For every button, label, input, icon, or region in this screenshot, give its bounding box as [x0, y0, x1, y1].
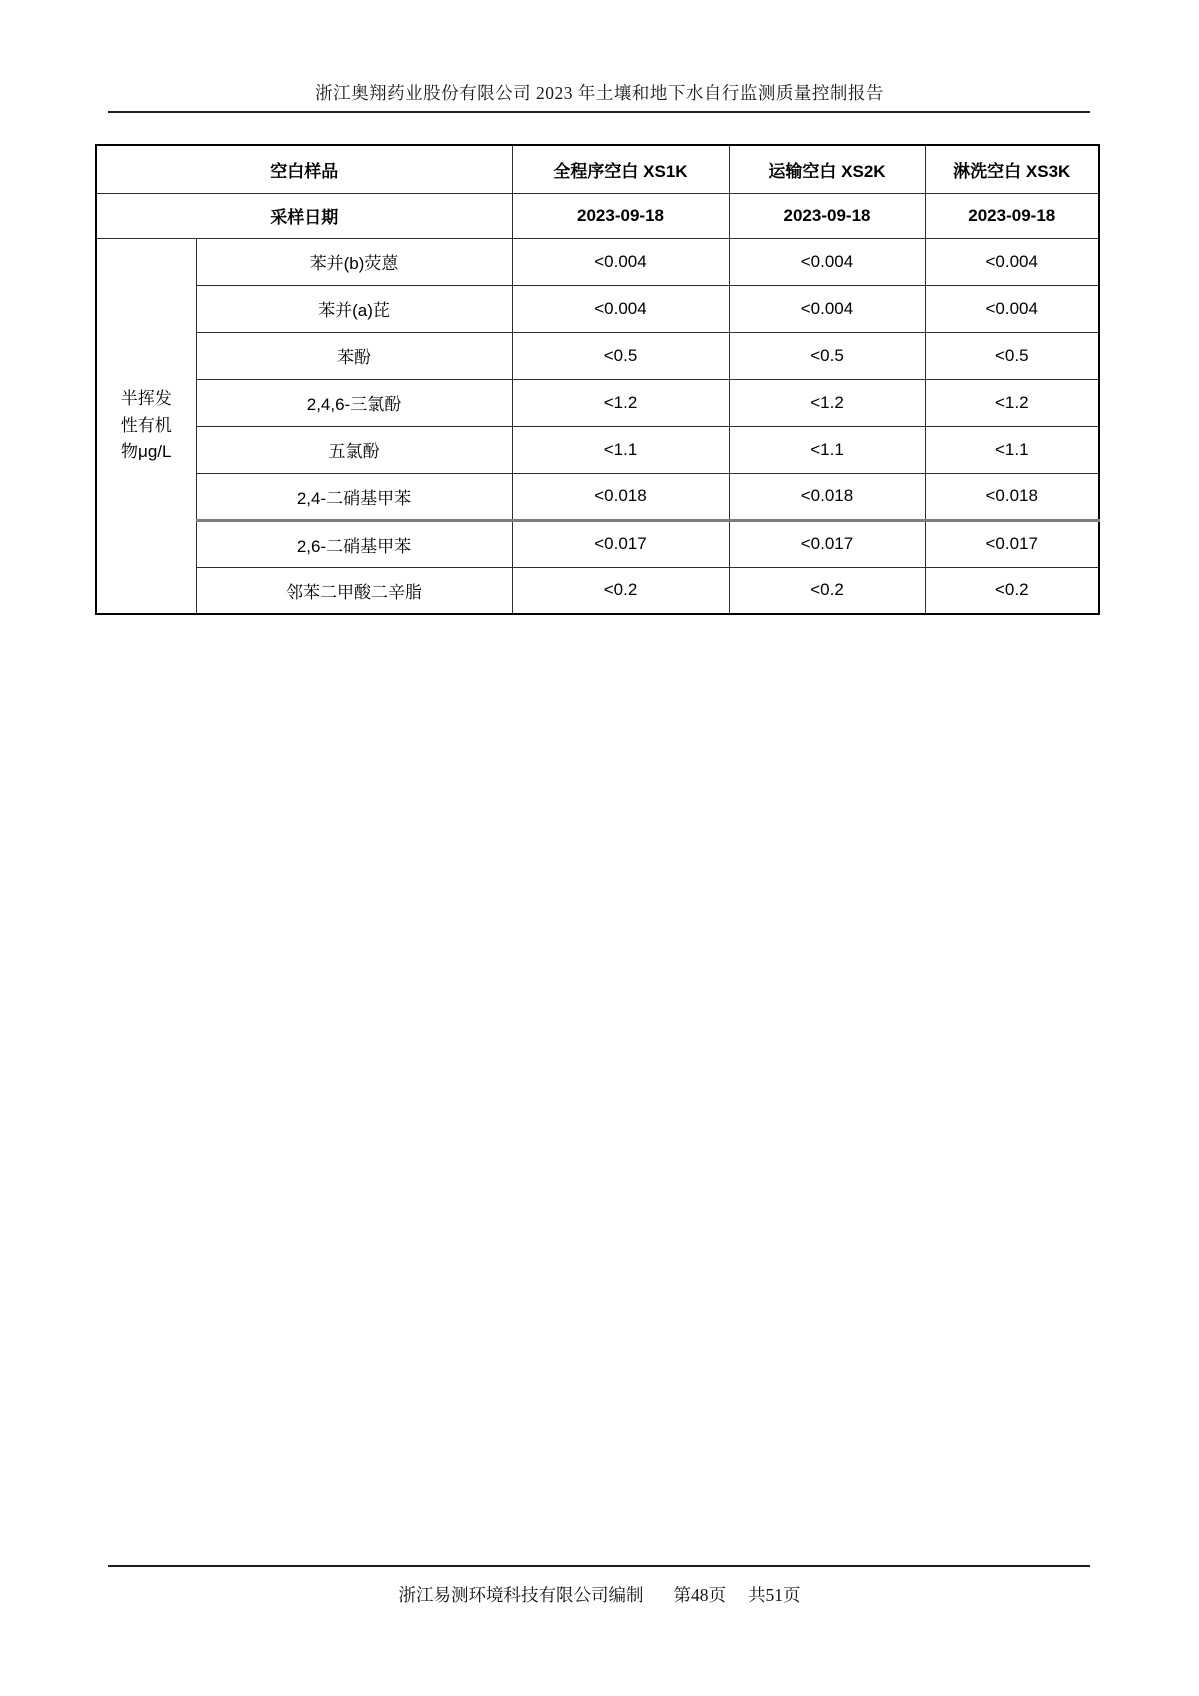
group-label-line: 物μg/L [121, 441, 172, 461]
parameter-name: 五氯酚 [196, 426, 512, 473]
parameter-name: 2,4-二硝基甲苯 [196, 473, 512, 520]
table-row [96, 332, 1099, 379]
result-value: <0.2 [925, 567, 1099, 614]
group-label-line: 性有机 [120, 415, 172, 435]
result-value: <1.1 [512, 426, 729, 473]
result-value: <0.5 [512, 332, 729, 379]
parameter-group-label [96, 238, 196, 614]
group-label-line: 半挥发 [120, 389, 172, 409]
result-value: <0.2 [729, 567, 925, 614]
sampling-date-value: 2023-09-18 [729, 193, 925, 238]
parameter-name: 苯酚 [196, 332, 512, 379]
sampling-date-label: 采样日期 [96, 193, 512, 238]
header-rule [108, 111, 1090, 113]
blank-sample-table-wrap [95, 144, 1100, 615]
result-value: <0.2 [512, 567, 729, 614]
table-row [96, 567, 1099, 614]
result-value: <1.2 [729, 379, 925, 426]
result-value: <0.5 [925, 332, 1099, 379]
table-row [96, 379, 1099, 426]
result-value: <0.017 [925, 520, 1099, 567]
result-value: <0.004 [512, 285, 729, 332]
result-value: <1.1 [729, 426, 925, 473]
table-row [96, 285, 1099, 332]
table-row [96, 426, 1099, 473]
result-value: <0.017 [729, 520, 925, 567]
result-value: <0.018 [925, 473, 1099, 520]
table-row [96, 520, 1099, 567]
sampling-date-row [96, 193, 1099, 238]
result-value: <0.004 [512, 238, 729, 285]
column-header-xs3k: 淋洗空白 XS3K [925, 145, 1099, 193]
blank-sample-header: 空白样品 [96, 145, 512, 193]
footer-page-number: 第48页 [673, 1585, 726, 1605]
table-row [96, 238, 1099, 285]
result-value: <0.004 [925, 285, 1099, 332]
footer-rule [108, 1565, 1090, 1567]
result-value: <0.004 [925, 238, 1099, 285]
result-value: <1.2 [925, 379, 1099, 426]
table-row [96, 473, 1099, 520]
sampling-date-value: 2023-09-18 [512, 193, 729, 238]
result-value: <1.1 [925, 426, 1099, 473]
table-header-row [96, 145, 1099, 193]
result-value: <0.018 [729, 473, 925, 520]
sampling-date-value: 2023-09-18 [925, 193, 1099, 238]
parameter-name: 2,4,6-三氯酚 [196, 379, 512, 426]
result-value: <0.5 [729, 332, 925, 379]
result-value: <0.017 [512, 520, 729, 567]
parameter-name: 苯并(b)荧蒽 [196, 238, 512, 285]
footer-total-pages: 共51页 [748, 1585, 801, 1605]
page-footer [0, 1582, 1199, 1607]
result-value: <0.004 [729, 238, 925, 285]
page-header-title: 浙江奥翔药业股份有限公司 2023 年土壤和地下水自行监测质量控制报告 [315, 83, 884, 103]
parameter-name: 苯并(a)芘 [196, 285, 512, 332]
footer-publisher: 浙江易测环境科技有限公司编制 [398, 1585, 644, 1605]
result-value: <1.2 [512, 379, 729, 426]
column-header-xs2k: 运输空白 XS2K [729, 145, 925, 193]
parameter-name: 邻苯二甲酸二辛脂 [196, 567, 512, 614]
parameter-name: 2,6-二硝基甲苯 [196, 520, 512, 567]
blank-sample-table [95, 144, 1100, 615]
result-value: <0.004 [729, 285, 925, 332]
result-value: <0.018 [512, 473, 729, 520]
column-header-xs1k: 全程序空白 XS1K [512, 145, 729, 193]
